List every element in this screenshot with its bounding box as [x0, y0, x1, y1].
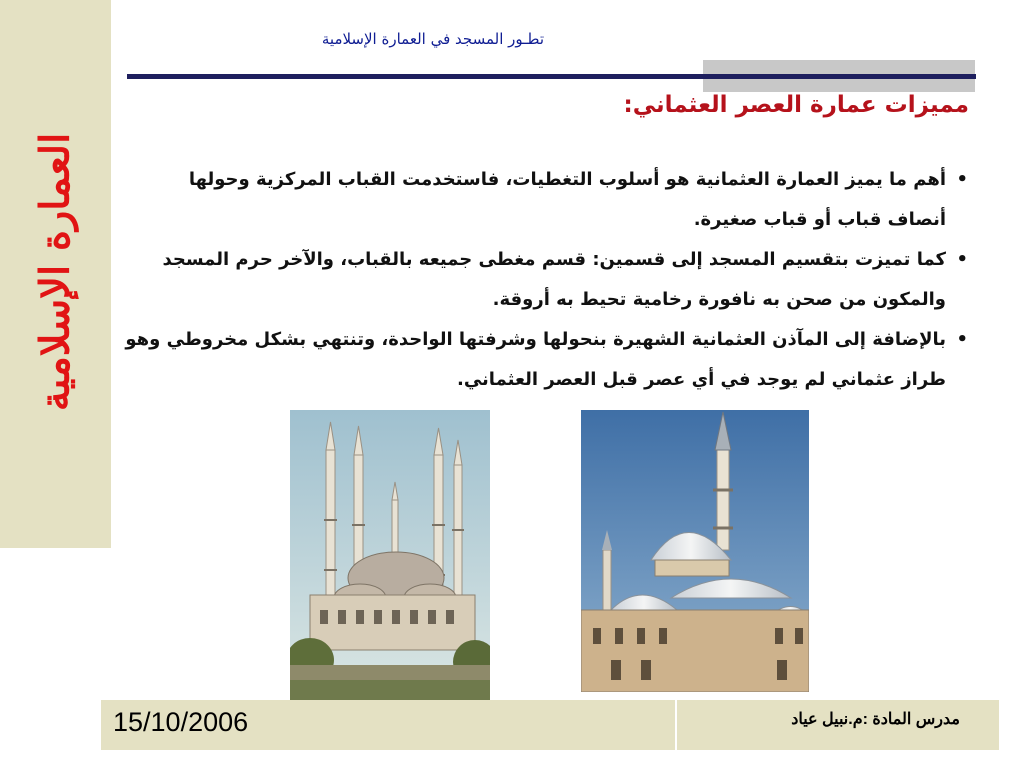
bullet-line: كما تميزت بتقسيم المسجد إلى قسمين: قسم مغطى جميعه بالقباب، والآخر حرم المسجد [162, 249, 946, 270]
bullet-dot: • [956, 169, 968, 190]
header-title: تطـور المسجد في العمارة الإسلامية [321, 30, 544, 48]
footer-divider [675, 700, 677, 750]
bullet-item [68, 240, 968, 320]
bullet-line: طراز عثماني لم يوجد في أي عصر قبل العصر العثماني. [457, 369, 946, 390]
bullet-item [68, 320, 968, 400]
mosque-photo-white-domes [581, 410, 809, 692]
mosque-photo-four-minarets [290, 410, 490, 706]
section-heading: مميزات عمارة العصر العثماني: [623, 92, 969, 118]
bullet-dot: • [956, 329, 968, 350]
footer-date: 15/10/2006 [113, 707, 249, 737]
bullet-line: بالإضافة إلى المآذن العثمانية الشهيرة بنحولها وشرفتها الواحدة، وتنتهي بشكل مخروطي وهو [125, 329, 946, 350]
bullet-dot: • [956, 249, 968, 270]
bullet-item [68, 160, 968, 240]
bullet-line: أهم ما يميز العمارة العثمانية هو أسلوب التغطيات، فاستخدمت القباب المركزية وحولها [188, 169, 946, 190]
bullet-line: أنصاف قباب أو قباب صغيرة. [693, 209, 946, 230]
bullet-list [68, 160, 968, 400]
mosque-illustration-right [581, 410, 809, 692]
bullet-line: والمكون من صحن به نافورة رخامية تحيط به أروقة. [492, 289, 946, 310]
footer-instructor: مدرس المادة :م.نبيل عياد [791, 711, 960, 728]
header-rule [127, 74, 976, 79]
vertical-slide-title: العمارة الإسلامية [31, 132, 79, 412]
mosque-illustration-left [290, 410, 490, 706]
